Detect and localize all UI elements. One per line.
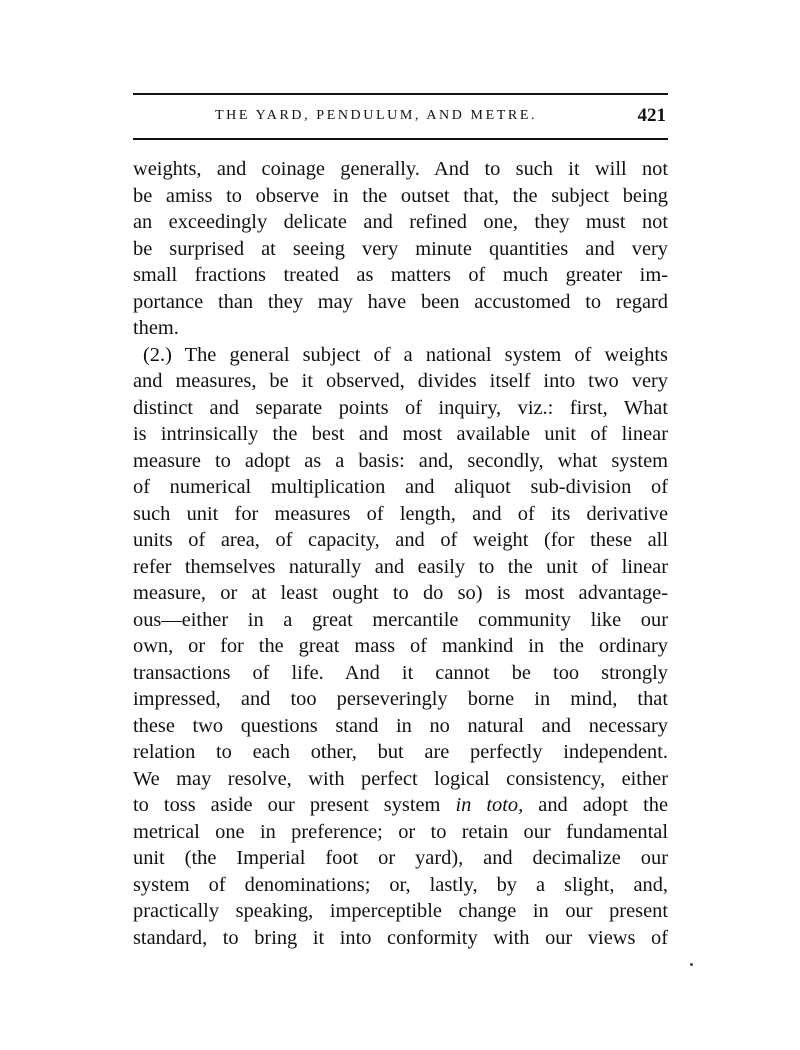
text-segment: to toss aside our present system bbox=[133, 794, 456, 816]
ink-speck bbox=[690, 963, 693, 966]
text-line: metrical one in preference; or to retain our fundamental bbox=[133, 820, 668, 843]
text-line: of numerical multiplication and aliquot sub-division of bbox=[133, 476, 668, 498]
text-line: standard, to bring it into conformity with our views of bbox=[133, 926, 668, 949]
text-line: We may resolve, with perfect logical consistency, either bbox=[133, 767, 668, 790]
paragraph-start-line: (2.) The general subject of a national system of weights bbox=[143, 343, 668, 366]
header-bottom-rule bbox=[133, 138, 668, 140]
text-line: an exceedingly delicate and refined one, they must not bbox=[133, 211, 668, 233]
text-line: be surprised at seeing very minute quantities and very bbox=[133, 237, 668, 260]
header-top-rule bbox=[133, 93, 668, 95]
text-line: unit (the Imperial foot or yard), and decimalize our bbox=[133, 847, 668, 869]
page-number: 421 bbox=[637, 105, 666, 126]
text-line: small fractions treated as matters of much greater im- bbox=[133, 264, 668, 286]
text-line: refer themselves naturally and easily to the unit of linear bbox=[133, 555, 668, 578]
text-line: portance than they may have been accustomed to regard bbox=[133, 290, 668, 313]
text-line: such unit for measures of length, and of its derivative bbox=[133, 502, 668, 525]
text-line: is intrinsically the best and most available unit of linear bbox=[133, 423, 668, 445]
text-line: them. bbox=[133, 317, 179, 339]
text-line: these two questions stand in no natural and necessary bbox=[133, 714, 668, 737]
text-line: be amiss to observe in the outset that, the subject being bbox=[133, 184, 668, 207]
text-line: system of denominations; or, lastly, by a slight, and, bbox=[133, 873, 668, 896]
text-line: units of area, of capacity, and of weight (for these all bbox=[133, 529, 668, 551]
text-line-with-italic bbox=[133, 792, 668, 819]
text-line: own, or for the great mass of mankind in the ordinary bbox=[133, 635, 668, 657]
text-line: measure, or at least ought to do so) is most advantage- bbox=[133, 582, 668, 604]
text-line: transactions of life. And it cannot be too strongly bbox=[133, 661, 668, 684]
italic-phrase: in toto, bbox=[455, 794, 524, 816]
running-head bbox=[133, 104, 668, 128]
text-line: and measures, be it observed, divides itself into two very bbox=[133, 370, 668, 392]
text-line: ous—either in a great mercantile community like our bbox=[133, 608, 668, 631]
text-segment: and adopt the bbox=[523, 794, 669, 816]
text-line: impressed, and too perseveringly borne in mind, that bbox=[133, 688, 668, 710]
text-line: practically speaking, imperceptible change in our present bbox=[133, 900, 668, 922]
running-title: THE YARD, PENDULUM, AND METRE. bbox=[215, 108, 538, 123]
text-line: relation to each other, but are perfectly independent. bbox=[133, 741, 668, 763]
text-line: weights, and coinage generally. And to such it will not bbox=[133, 158, 668, 180]
text-line: measure to adopt as a basis: and, secondly, what system bbox=[133, 449, 668, 472]
text-line: distinct and separate points of inquiry, viz.: first, What bbox=[133, 396, 668, 419]
body-text bbox=[133, 156, 668, 951]
